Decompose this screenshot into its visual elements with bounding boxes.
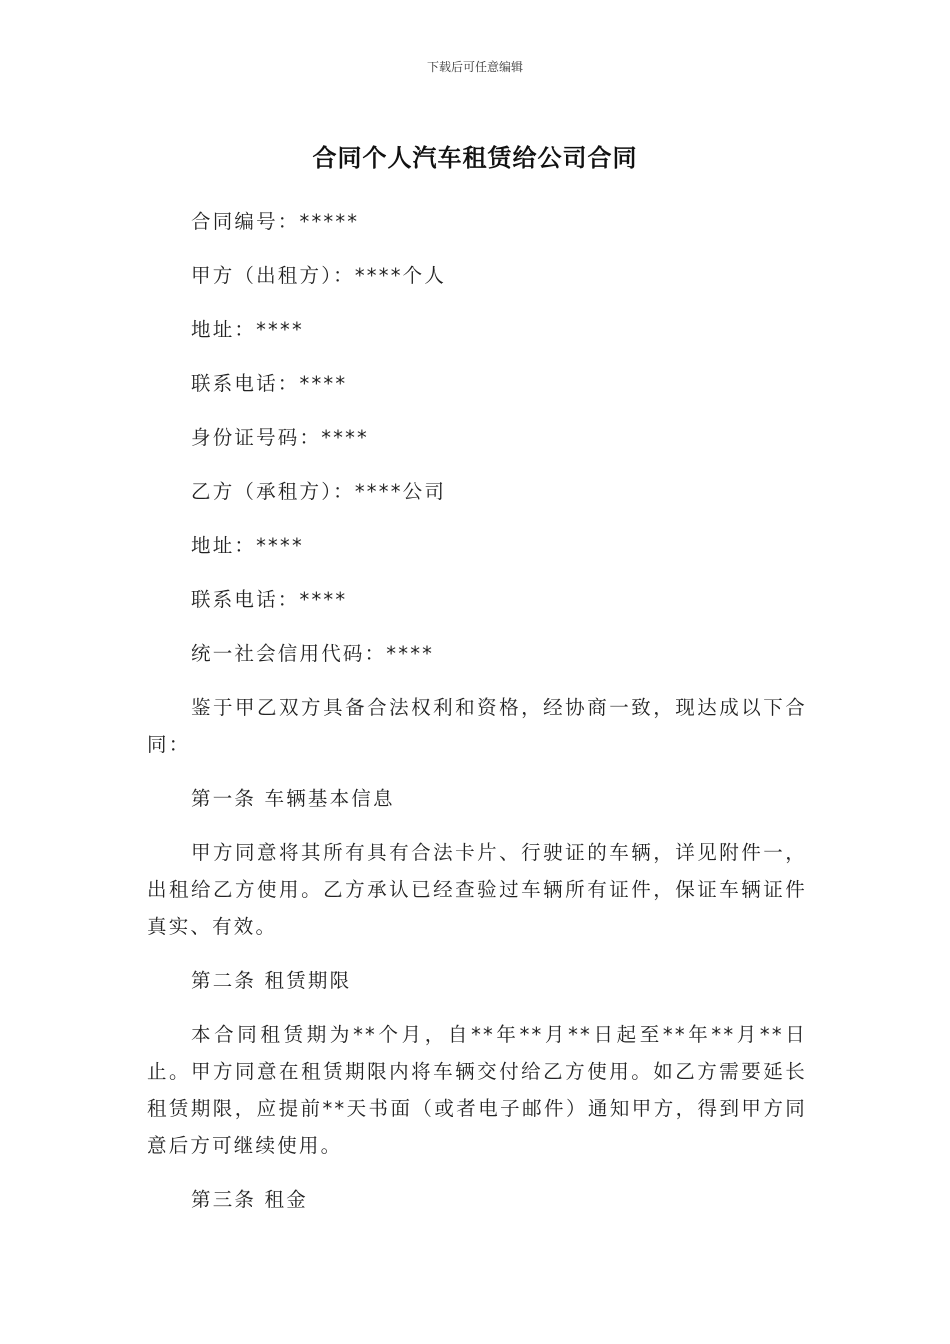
field-contract-number: 合同编号：***** (191, 210, 360, 233)
document-body (147, 203, 807, 1235)
field-party-b-credit-code: 统一社会信用代码：**** (191, 642, 435, 665)
preamble-paragraph: 鉴于甲乙双方具备合法权利和资格，经协商一致，现达成以下合同： (147, 696, 807, 756)
article-1-body: 甲方同意将其所有具有合法卡片、行驶证的车辆，详见附件一，出租给乙方使用。乙方承认已经查验过车辆所有证件，保证车辆证件真实、有效。 (147, 841, 807, 938)
article-3-heading: 第三条 租金 (191, 1188, 308, 1211)
field-party-a-id-number: 身份证号码：**** (191, 426, 370, 449)
field-party-a-phone: 联系电话：**** (191, 372, 348, 395)
article-1-heading: 第一条 车辆基本信息 (191, 787, 395, 810)
header-note: 下载后可任意编辑 (426, 60, 523, 74)
field-party-b-phone: 联系电话：**** (191, 588, 348, 611)
field-party-b-address: 地址：**** (191, 534, 304, 557)
field-party-a: 甲方（出租方）：****个人 (191, 264, 447, 287)
field-party-a-address: 地址：**** (191, 318, 304, 341)
article-2-body: 本合同租赁期为**个月，自**年**月**日起至**年**月**日止。甲方同意在租赁期限内将车辆交付给乙方使用。如乙方需要延长租赁期限，应提前**天书面（或者电子邮件）通知甲方，得到甲方同意后方可继续使用。 (147, 1023, 807, 1157)
article-2-heading: 第二条 租赁期限 (191, 969, 352, 992)
document-title: 合同个人汽车租赁给公司合同 (312, 144, 638, 172)
field-party-b: 乙方（承租方）：****公司 (191, 480, 447, 503)
